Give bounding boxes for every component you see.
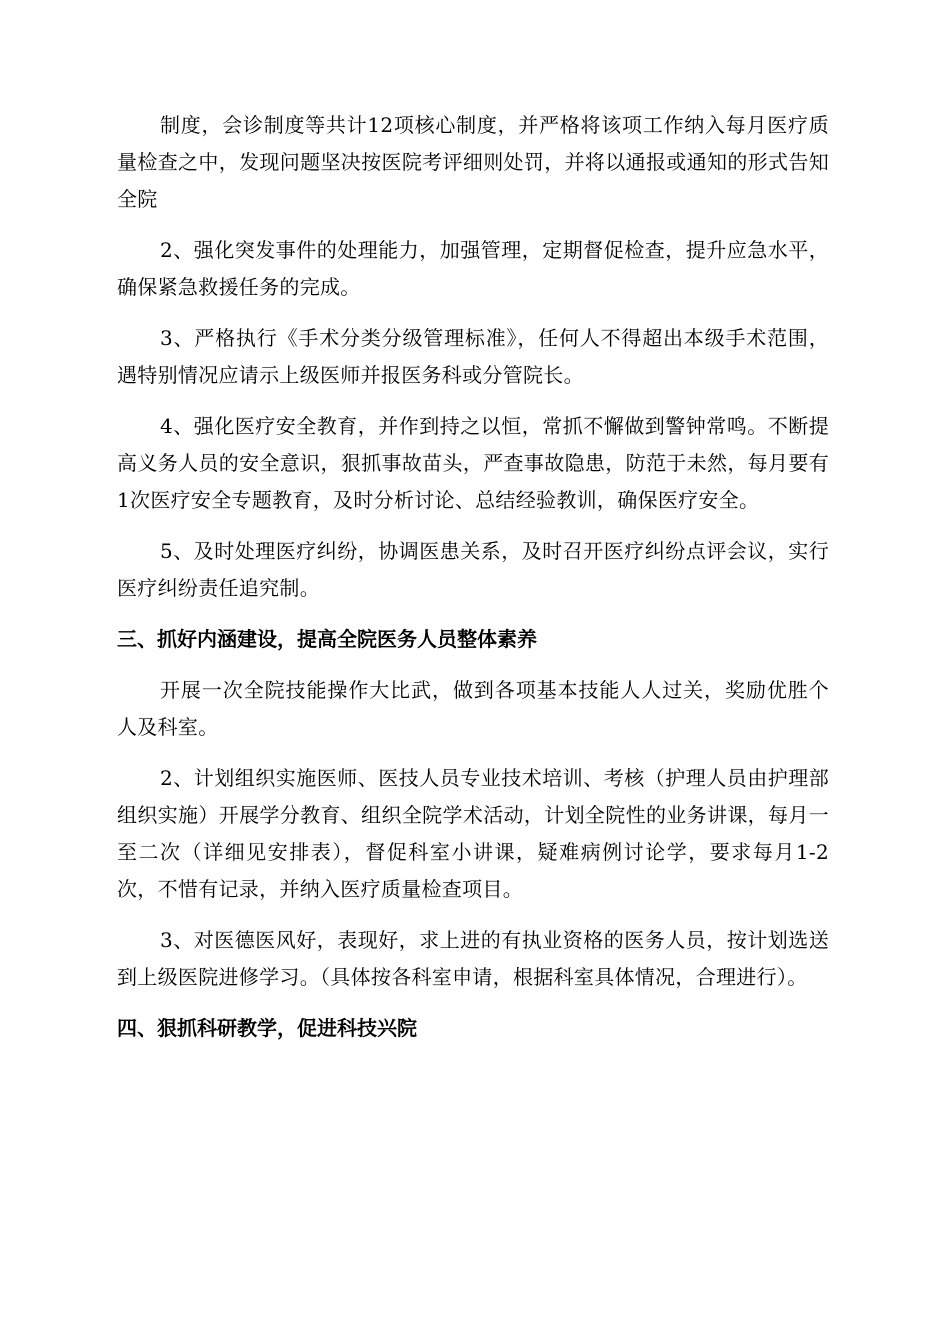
- paragraph-training-plan: 2、计划组织实施医师、医技人员专业技术培训、考核（护理人员由护理部组织实施）开展学分教育、组织全院学术活动，计划全院性的业务讲课，每月一至二次（详细见安排表），督促科室小讲课，疑难病例讨论学，要求每月1-2次，不惜有记录，并纳入医疗质量检查项目。: [117, 766, 829, 901]
- paragraph-medical-disputes: 5、及时处理医疗纠纷，协调医患关系，及时召开医疗纠纷点评会议，实行医疗纠纷责任追究制。: [117, 539, 829, 600]
- paragraph-skills-competition: 开展一次全院技能操作大比武，做到各项基本技能人人过关，奖励优胜个人及科室。: [117, 678, 829, 739]
- section-heading-4: 四、狠抓科研教学，促进科技兴院: [117, 1016, 417, 1040]
- section-heading-3: 三、抓好内涵建设，提高全院医务人员整体素养: [117, 627, 537, 651]
- document-body: [117, 107, 829, 1061]
- paragraph-safety-education: 4、强化医疗安全教育，并作到持之以恒，常抓不懈做到警钟常鸣。不断提高义务人员的安全意识，狠抓事故苗头，严查事故隐患，防范于未然，每月要有1次医疗安全专题教育，及时分析讨论、总结经验教训，确保医疗安全。: [117, 414, 829, 512]
- paragraph-surgery-classification: 3、严格执行《手术分类分级管理标准》，任何人不得超出本级手术范围，遇特别情况应请示上级医师并报医务科或分管院长。: [117, 326, 829, 387]
- paragraph-emergency-handling: 2、强化突发事件的处理能力，加强管理，定期督促检查，提升应急水平，确保紧急救援任务的完成。: [117, 238, 829, 299]
- paragraph-core-systems: 制度，会诊制度等共计12项核心制度，并严格将该项工作纳入每月医疗质量检查之中，发现问题坚决按医院考评细则处罚，并将以通报或通知的形式告知全院: [117, 113, 829, 211]
- paragraph-advanced-study: 3、对医德医风好，表现好，求上进的有执业资格的医务人员，按计划选送到上级医院进修学习。（具体按各科室申请，根据科室具体情况，合理进行）。: [117, 928, 829, 989]
